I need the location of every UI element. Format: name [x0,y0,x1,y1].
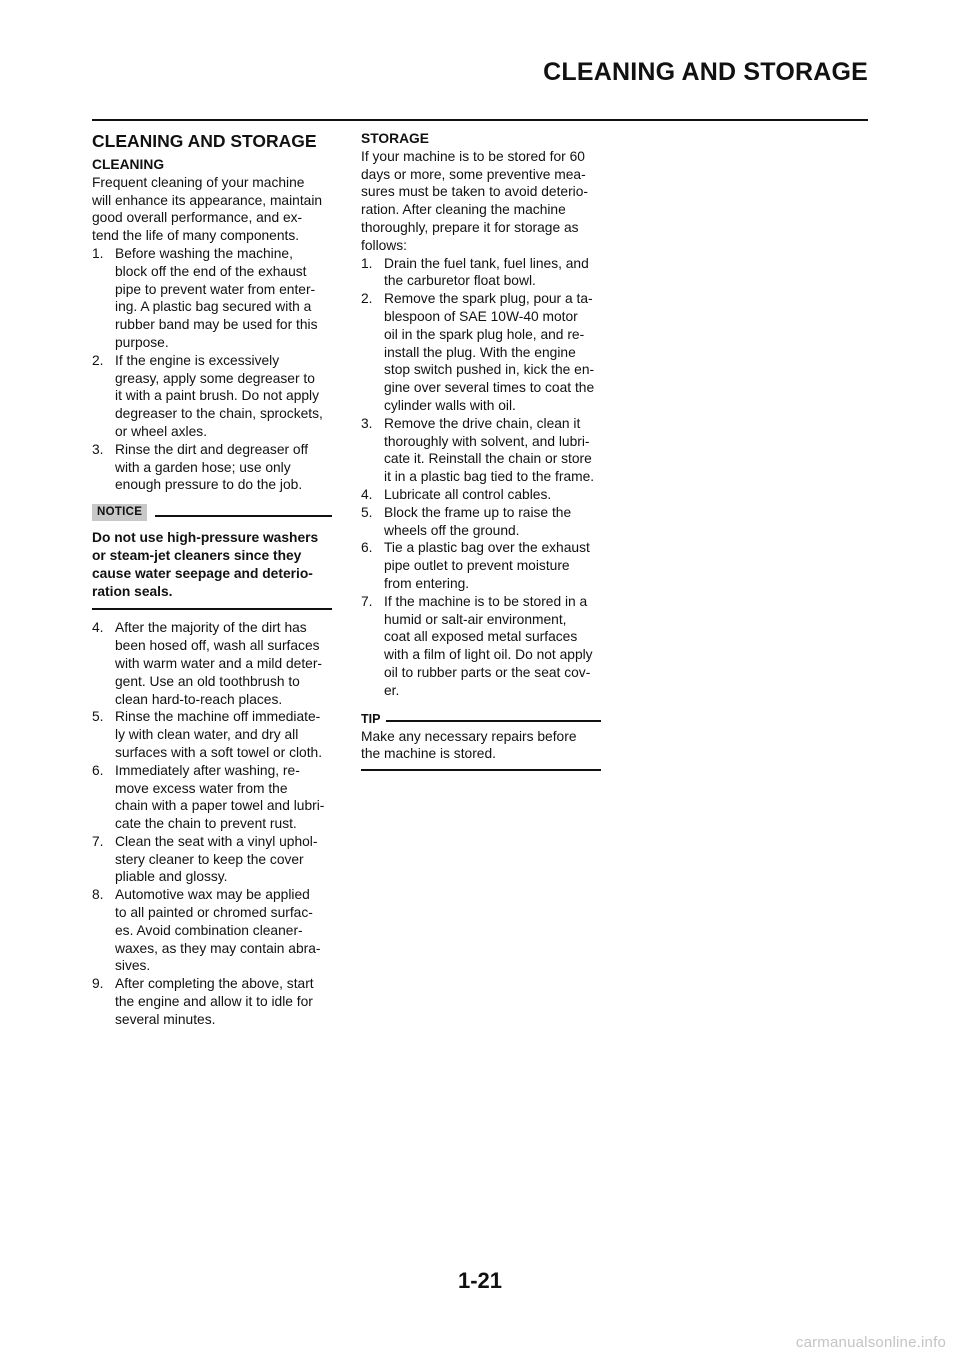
list-item [92,352,332,441]
step-text: Rinse the dirt and degreaser off with a garden hose; use only enough pressure to do the job. [115,441,309,493]
step-text: Block the frame up to raise the wheels off the ground. [384,504,572,538]
step-text: Rinse the machine off immediate- ly with clean water, and dry all surfaces with a soft towel or cloth. [115,709,323,760]
step-text: Remove the spark plug, pour a ta- blespoon of SAE 10W-40 motor oil in the spark plug hole, and re- install the plug. With the engine stop switch pushed in, kick the en- gine over several times to coat the cylinder walls with oil. [384,291,595,413]
list-item [92,886,332,975]
cleaning-intro: Frequent cleaning of your machine will enhance its appearance, maintain good overall performance, and ex- tend the life of many components. [92,174,323,244]
page-header-title: CLEANING AND STORAGE [543,58,868,86]
list-item [92,762,332,833]
tip-header [361,712,601,727]
step-text: Before washing the machine, block off the end of the exhaust pipe to prevent water from enter- ing. A plastic bag secured with a rubber band may be used for this purpose. [115,245,318,350]
list-item [92,708,332,761]
header-rule [92,119,868,121]
tip-block [361,712,601,772]
step-number: 2. [92,352,104,368]
step-number: 6. [92,762,104,778]
tip-label: TIP [361,711,381,726]
step-number: 6. [361,540,373,556]
step-text: Clean the seat with a vinyl uphol- stery cleaner to keep the cover pliable and glossy. [115,833,318,885]
notice-text: Do not use high-pressure washers or steam-jet cleaners since they cause water seepage and deterio- ration seals. [92,530,319,599]
step-text: Immediately after washing, re- move excess water from the chain with a paper towel and lubri- cate the chain to prevent rust. [115,762,325,832]
step-number: 7. [92,833,104,849]
notice-badge: NOTICE [92,504,147,521]
list-item [92,619,332,708]
step-text: After completing the above, start the engine and allow it to idle for several minutes. [115,976,314,1027]
list-item [361,290,601,415]
list-item [361,415,601,486]
list-item [361,504,601,540]
step-number: 1. [361,255,373,271]
list-item [361,486,601,504]
list-item [361,539,601,592]
cleaning-steps-first [92,245,332,494]
step-number: 9. [92,976,104,992]
step-number: 3. [92,441,104,457]
list-item [361,593,601,700]
step-number: 5. [361,504,373,520]
step-text: Tie a plastic bag over the exhaust pipe outlet to prevent moisture from entering. [384,540,590,591]
tip-end-rule [361,769,601,771]
list-item [92,975,332,1028]
list-item [92,833,332,886]
notice-rule [155,515,332,517]
storage-steps [361,255,601,700]
cleaning-steps-second [92,619,332,1028]
list-item [92,441,332,494]
right-column [361,130,601,771]
left-column [92,130,332,1029]
step-text: If the engine is excessively greasy, apply some degreaser to it with a paint brush. Do not apply degreaser to the chain, sprockets, or wheel axles. [115,352,323,439]
step-number: 7. [361,593,373,609]
step-text: Lubricate all control cables. [384,486,552,502]
step-number: 4. [361,486,373,502]
step-text: If the machine is to be stored in a humid or salt-air environment, coat all exposed metal surfaces with a film of light oil. Do not apply oil to rubber parts or the seat cov- er. [384,593,593,698]
notice-header [92,504,332,521]
step-text: Remove the drive chain, clean it thoroughly with solvent, and lubri- cate it. Reinstall the chain or store it in a plastic bag tied to the frame. [384,415,595,485]
storage-heading: STORAGE [361,131,429,146]
tip-rule [386,720,601,722]
step-number: 1. [92,245,104,261]
notice-end-rule [92,608,332,610]
notice-block [92,504,332,610]
step-number: 4. [92,620,104,636]
step-number: 5. [92,709,104,725]
tip-text: Make any necessary repairs before the machine is stored. [361,728,577,762]
storage-intro: If your machine is to be stored for 60 days or more, some preventive mea- sures must be taken to avoid deterio- ration. After cleaning the machine thoroughly, prepare it for storage as follows: [361,148,589,253]
page-number: 1-21 [457,1268,503,1293]
watermark-text: carmanualsonline.info [795,1334,946,1351]
step-text: After the majority of the dirt has been hosed off, wash all surfaces with warm water and a mild deter- gent. Use an old toothbrush to clean hard-to-reach places. [115,620,323,707]
step-number: 8. [92,887,104,903]
list-item [92,245,332,352]
step-text: Drain the fuel tank, fuel lines, and the carburetor float bowl. [384,255,589,289]
section-title: CLEANING AND STORAGE [92,131,317,151]
step-text: Automotive wax may be applied to all painted or chromed surfac- es. Avoid combination cleaner- waxes, as they may contain abra- sives. [115,887,321,974]
step-number: 2. [361,291,373,307]
cleaning-heading: CLEANING [92,157,165,172]
step-number: 3. [361,415,373,431]
list-item [361,255,601,291]
